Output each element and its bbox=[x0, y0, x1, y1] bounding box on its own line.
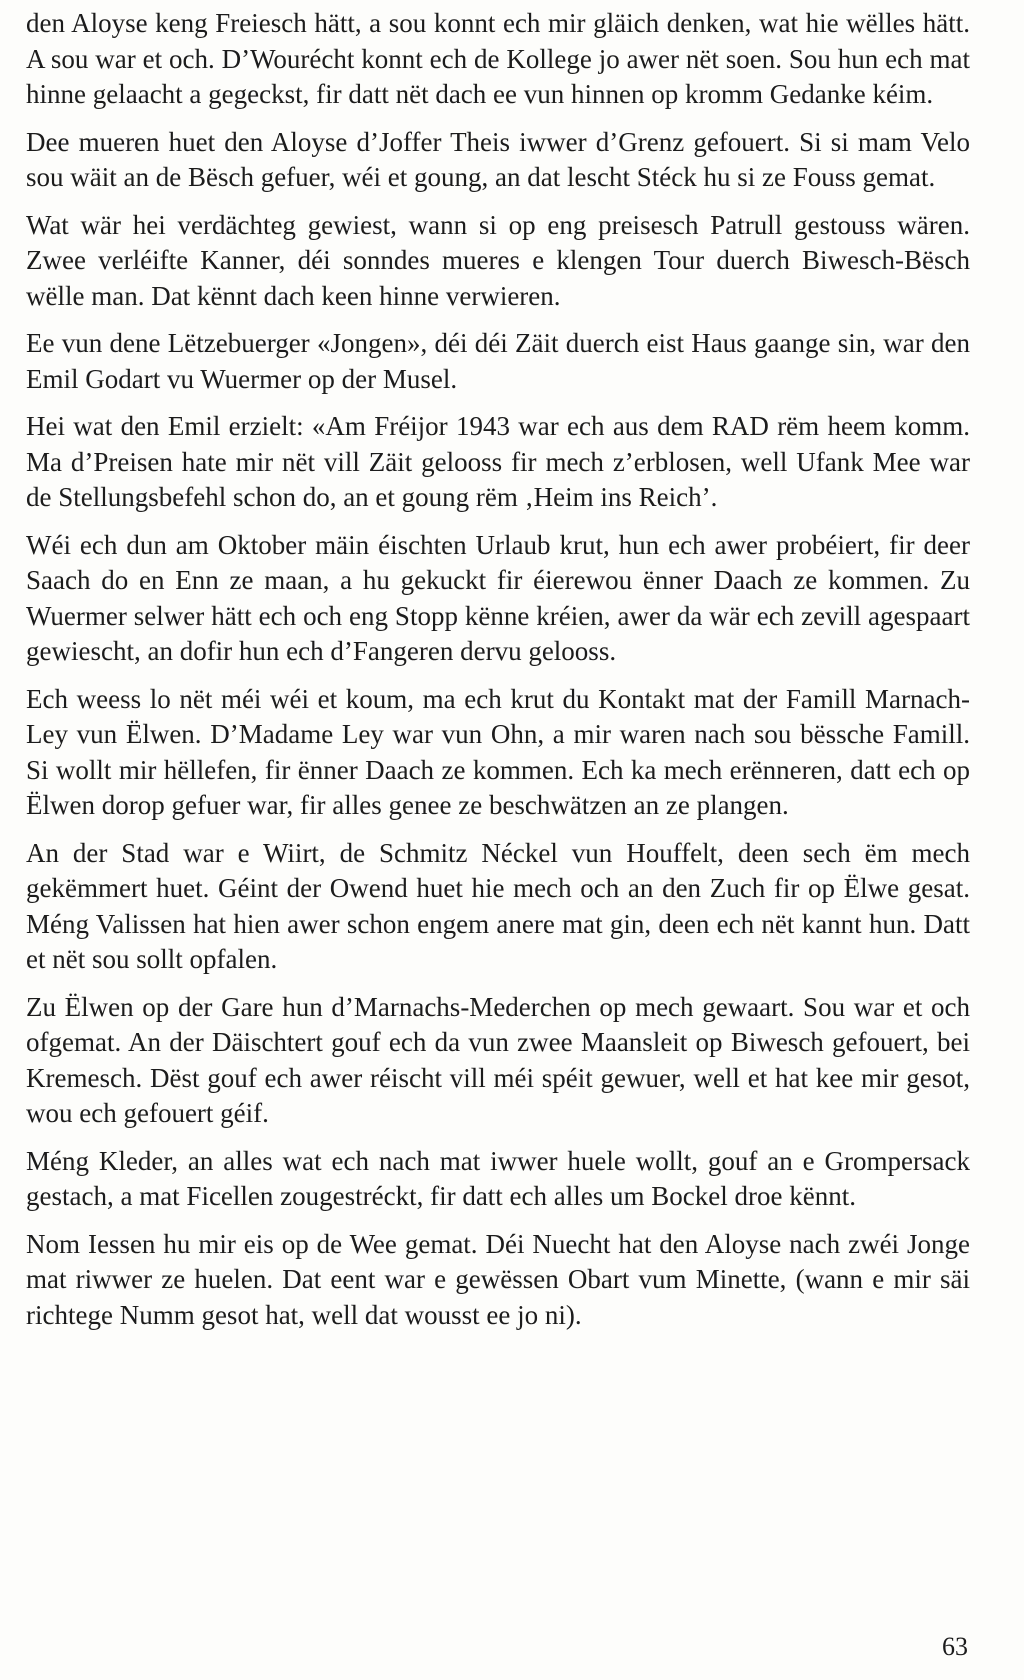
paragraph: Zu Ëlwen op der Gare hun d’Marnachs-Mederchen op mech gewaart. Sou war et och ofgemat. An der Däischtert gouf ech da vun zwee Maansleit op Biwesch gefouert, bei Kremesch. Dëst gouf ech awer réischt vill méi spéit gewuer, well et hat kee mir gesot, wou ech gefouert géif. bbox=[26, 991, 970, 1128]
paragraph: den Aloyse keng Freiesch hätt, a sou konnt ech mir gläich denken, wat hie wëlles hätt. A sou war et och. D’Wourécht konnt ech de Kollege jo awer nët soen. Sou hun ech mat hinne gelaacht a gegeckst, fir datt nët dach ee vun hinnen op kromm Gedanke kéim. bbox=[26, 8, 970, 109]
paragraph: Nom Iessen hu mir eis op de Wee gemat. Déi Nuecht hat den Aloyse nach zwéi Jonge mat riwwer ze huelen. Dat eent war e gewëssen Obart vum Minette, (wann e mir säi richtege Numm gesot hat, well dat wousst ee jo ni). bbox=[26, 1228, 970, 1330]
paragraph: Wat wär hei verdächteg gewiest, wann si op eng preisesch Patrull gestouss wären. Zwee verléifte Kanner, déi sonndes mueres e klengen Tour duerch Biwesch-Bësch wëlle man. Dat kënnt dach keen hinne verwieren. bbox=[26, 209, 970, 311]
paragraph: An der Stad war e Wiirt, de Schmitz Néckel vun Houffelt, deen sech ëm mech gekëmmert huet. Géint der Owend huet hie mech och an den Zuch fir op Ëlwe gesat. Méng Valissen hat hien awer schon engem anere mat gin, deen ech nët kannt hun. Datt et nët sou sollt opfalen. bbox=[26, 837, 970, 974]
paragraph: Méng Kleder, an alles wat ech nach mat iwwer huele wollt, gouf an e Grompersack gestach, a mat Ficellen zougestréckt, fir datt ech alles um Bockel droe kënnt. bbox=[26, 1145, 970, 1211]
paragraph: Dee mueren huet den Aloyse d’Joffer Theis iwwer d’Grenz gefouert. Si si mam Velo sou wäit an de Bësch gefuer, wéi et goung, an dat lescht Stéck hu si ze Fouss gemat. bbox=[26, 126, 970, 192]
paragraph: Ee vun dene Lëtzebuerger «Jongen», déi déi Zäit duerch eist Haus gaange sin, war den Emil Godart vu Wuermer op der Musel. bbox=[26, 328, 970, 394]
paragraph: Ech weess lo nët méi wéi et koum, ma ech krut du Kontakt mat der Famill Marnach-Ley vun Ëlwen. D’Madame Ley war vun Ohn, a mir waren nach sou bëssche Famill. Si wollt mir hëllefen, fir ënner Daach ze kommen. Ech ka mech erënneren, datt ech op Ëlwen dorop gefuer war, fir alles genee ze beschwätzen an ze plangen. bbox=[26, 683, 970, 820]
paragraph: Wéi ech dun am Oktober mäin éischten Urlaub krut, hun ech awer probéiert, fir deer Saach do en Enn ze maan, a hu gekuckt fir éierewou ënner Daach ze kommen. Zu Wuermer selwer hätt ech och eng Stopp kënne kréien, awer da wär ech zevill agespaart gewiescht, an dofir hun ech d’Fangeren dervu gelooss. bbox=[26, 529, 970, 666]
page-number: 63 bbox=[942, 1632, 968, 1661]
paragraph: Hei wat den Emil erzielt: «Am Fréijor 1943 war ech aus dem RAD rëm heem komm. Ma d’Preisen hate mir nët vill Zäit gelooss fir mech z’erblosen, well Ufank Mee war de Stellungsbefehl schon do, an et goung rëm ‚Heim ins Reich’. bbox=[26, 411, 970, 512]
body-text bbox=[26, 6, 970, 1345]
